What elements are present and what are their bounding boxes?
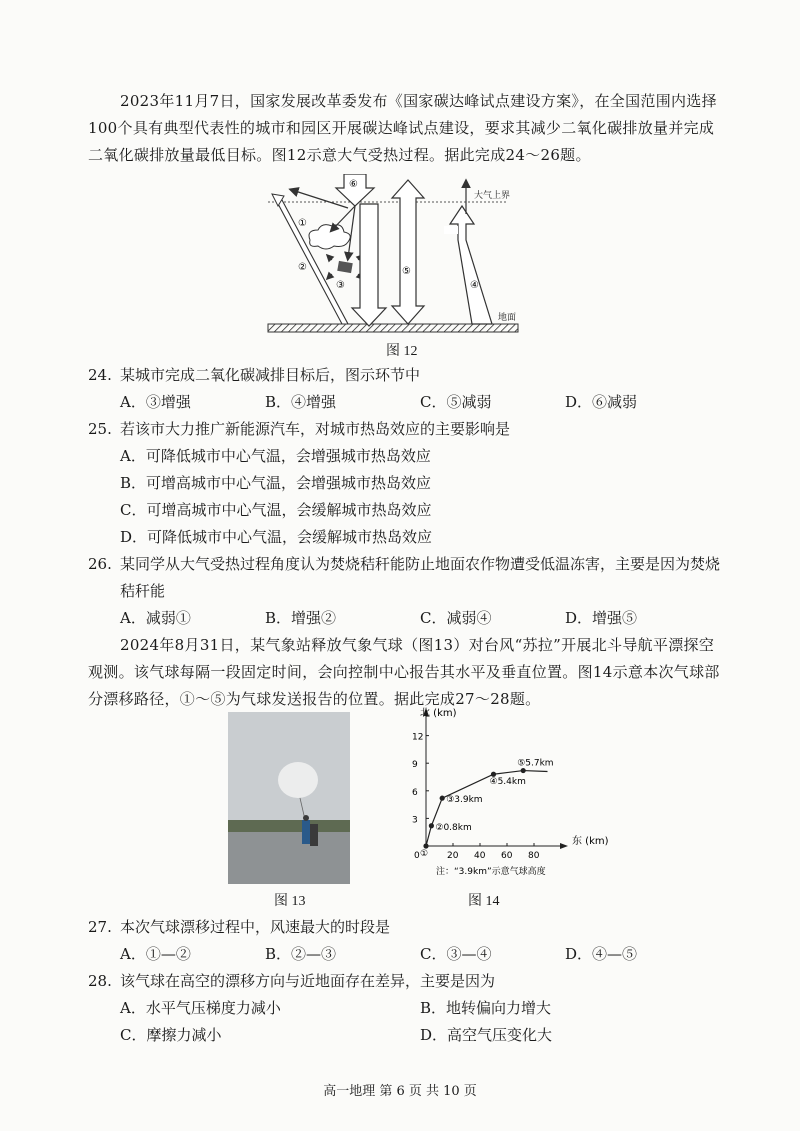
x-tick-label: 80 (528, 851, 540, 861)
option-c[interactable]: C．减弱④ (420, 609, 492, 627)
marker-5: ⑤ (402, 266, 411, 277)
question-stem: 某城市完成二氧化碳减排目标后，图示环节中 (120, 366, 421, 384)
page-footer: 高一地理 第 6 页 共 10 页 (323, 1084, 477, 1099)
question-stem: 某同学从大气受热过程角度认为焚烧秸秆能防止地面农作物遭受低温冻害，主要是因为焚烧秸秆能 (120, 555, 721, 600)
question-number: 24. (88, 366, 112, 384)
marker-6: ⑥ (349, 179, 358, 190)
question-stem: 该气球在高空的漂移方向与近地面存在差异，主要是因为 (120, 972, 496, 990)
option-d[interactable]: D．增强⑤ (565, 609, 638, 627)
option-b[interactable]: B．④增强 (265, 393, 337, 411)
option-c[interactable]: C．可增高城市中心气温，会缓解城市热岛效应 (120, 501, 432, 519)
question-stem: 若该市大力推广新能源汽车，对城市热岛效应的主要影响是 (120, 420, 511, 438)
question-28 (88, 968, 728, 995)
option-d[interactable]: D．④—⑤ (565, 945, 638, 963)
marker-2: ② (298, 262, 307, 273)
point-label: ③3.9km (446, 795, 483, 806)
figure-14-chart (388, 704, 624, 882)
question-27 (88, 914, 728, 941)
figure-12-diagram (262, 174, 552, 340)
y-tick-label: 6 (412, 787, 418, 798)
option-c[interactable]: C．摩擦力减小 (120, 1026, 222, 1044)
option-b[interactable]: B．地转偏向力增大 (420, 999, 552, 1017)
figure-13-photo (228, 712, 350, 884)
option-b[interactable]: B．增强② (265, 609, 337, 627)
drift-path (426, 771, 548, 846)
option-a[interactable]: A．减弱① (120, 609, 191, 627)
option-c[interactable]: C．③—④ (420, 945, 492, 963)
point-label: ②0.8km (435, 822, 472, 833)
marker-3: ③ (336, 280, 345, 291)
x-tick-label: 60 (501, 851, 513, 861)
figure-13-caption: 图 13 (274, 894, 306, 909)
intro-paragraph-2: 2024年8月31日，某气象站释放气象气球（图13）对台风“苏拉”开展北斗导航平漂探空观测。该气球每隔一段固定时间，会向控制中心报告其水平及垂直位置。图14示意本次气球部分漂移路径，①～⑤为气球发送报告的位置。据此完成27～28题。 (88, 636, 720, 708)
point-label: ⑤5.7km (517, 758, 554, 769)
option-a[interactable]: A．①—② (120, 945, 191, 963)
marker-1: ① (298, 218, 307, 229)
question-25 (88, 416, 728, 443)
figure-14-caption: 图 14 (468, 894, 500, 909)
x-tick-label: 40 (474, 851, 486, 861)
label-atmosphere-top: 大气上界 (474, 191, 511, 201)
point-label: ④5.4km (489, 777, 526, 788)
y-axis-label: 北 (km) (420, 708, 457, 719)
question-number: 26. (88, 555, 112, 573)
question-stem: 本次气球漂移过程中，风速最大的时段是 (120, 918, 391, 936)
option-a[interactable]: A．水平气压梯度力减小 (120, 999, 281, 1017)
option-b[interactable]: B．②—③ (265, 945, 337, 963)
question-number: 25. (88, 420, 112, 438)
drift-point (521, 768, 526, 773)
option-c[interactable]: C．⑤减弱 (420, 393, 492, 411)
option-a[interactable]: A．可降低城市中心气温，会增强城市热岛效应 (120, 447, 431, 465)
question-26 (88, 551, 728, 605)
intro-paragraph-1: 2023年11月7日，国家发展改革委发布《国家碳达峰试点建设方案》，在全国范围内选择100个具有典型代表性的城市和园区开展碳达峰试点建设，要求其减少二氧化碳排放量并完成二氧化碳排放量最低目标。图12示意大气受热过程。据此完成24～26题。 (88, 92, 717, 164)
question-number: 27. (88, 918, 112, 936)
label-ground: 地面 (498, 313, 517, 323)
y-tick-label: 3 (412, 815, 418, 826)
y-tick-label: 12 (412, 732, 424, 743)
point-label: ① (420, 849, 429, 859)
drift-point (429, 823, 434, 828)
option-d[interactable]: D．高空气压变化大 (420, 1026, 553, 1044)
option-d[interactable]: D．可降低城市中心气温，会缓解城市热岛效应 (120, 528, 433, 546)
option-b[interactable]: B．可增高城市中心气温，会增强城市热岛效应 (120, 474, 432, 492)
option-a[interactable]: A．③增强 (120, 393, 191, 411)
x-axis-arrow (560, 843, 568, 849)
question-24 (88, 362, 728, 389)
drift-point (440, 796, 445, 801)
y-tick-label: 9 (412, 760, 418, 771)
marker-4: ④ (470, 280, 479, 291)
question-number: 28. (88, 972, 112, 990)
x-axis-label: 东 (km) (572, 836, 609, 847)
origin-label: 0 (414, 851, 420, 861)
option-d[interactable]: D．⑥减弱 (565, 393, 638, 411)
figure-14-note: 注：“3.9km”示意气球高度 (436, 867, 546, 877)
drift-point (491, 772, 496, 777)
x-tick-label: 20 (447, 851, 459, 861)
figure-12-caption: 图 12 (386, 344, 418, 359)
drift-point (423, 843, 428, 848)
